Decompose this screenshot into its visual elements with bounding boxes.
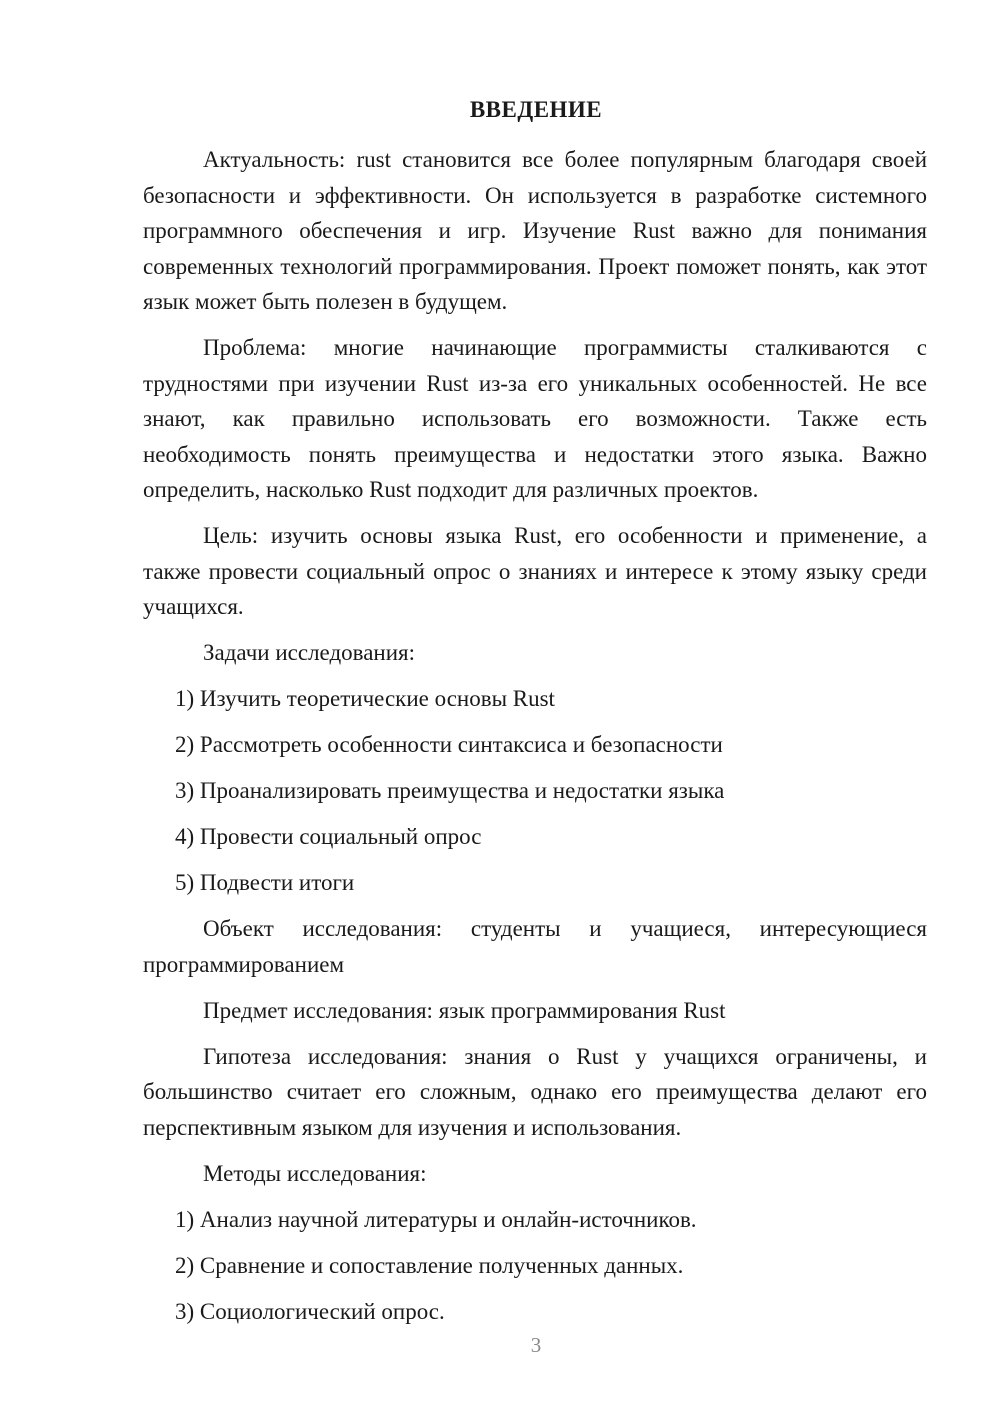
paragraph-object: Объект исследования: студенты и учащиеся, интересующиеся программированием	[143, 916, 927, 977]
page-title: ВВЕДЕНИЕ	[469, 97, 603, 122]
list-item: 3) Проанализировать преимущества и недостатки языка	[175, 778, 725, 803]
paragraph-hypothesis: Гипотеза исследования: знания о Rust у учащихся ограничены, и большинство считает его сложным, однако его преимущества делают его перспективным языком для изучения и использования.	[143, 1043, 927, 1140]
document-body	[143, 142, 927, 1340]
tasks-heading: Задачи исследования:	[203, 640, 416, 665]
paragraph-relevance: Актуальность: rust становится все более популярным благодаря своей безопасности и эффективности. Он используется в разработке системного программного обеспечения и игр. Изучение Rust важно для понимания современных технологий программирования. Проект поможет понять, как этот язык может быть полезен в будущем.	[143, 147, 927, 314]
list-item: 1) Анализ научной литературы и онлайн-источников.	[175, 1206, 697, 1232]
tasks-list	[143, 681, 927, 901]
list-item: 5) Подвести итоги	[175, 870, 355, 895]
list-item: 1) Изучить теоретические основы Rust	[175, 686, 555, 711]
methods-heading: Методы исследования:	[203, 1160, 427, 1186]
paragraph-goal: Цель: изучить основы языка Rust, его особенности и применение, а также провести социальный опрос о знаниях и интересе к этому языку среди учащихся.	[143, 523, 927, 619]
list-item: 3) Социологический опрос.	[175, 1298, 445, 1324]
page-number: 3	[530, 1333, 542, 1357]
methods-list	[143, 1202, 927, 1330]
paragraph-subject: Предмет исследования: язык программирования Rust	[203, 997, 726, 1023]
paragraph-problem: Проблема: многие начинающие программисты сталкиваются с трудностями при изучении Rust из-за его уникальных особенностей. Не все знают, как правильно использовать его возможности. Также есть необходимость понять преимущества и недостатки этого языка. Важно определить, насколько Rust подходит для различных проектов.	[143, 335, 927, 502]
list-item: 2) Рассмотреть особенности синтаксиса и безопасности	[175, 732, 723, 757]
list-item: 2) Сравнение и сопоставление полученных данных.	[175, 1252, 684, 1278]
list-item: 4) Провести социальный опрос	[175, 824, 482, 849]
